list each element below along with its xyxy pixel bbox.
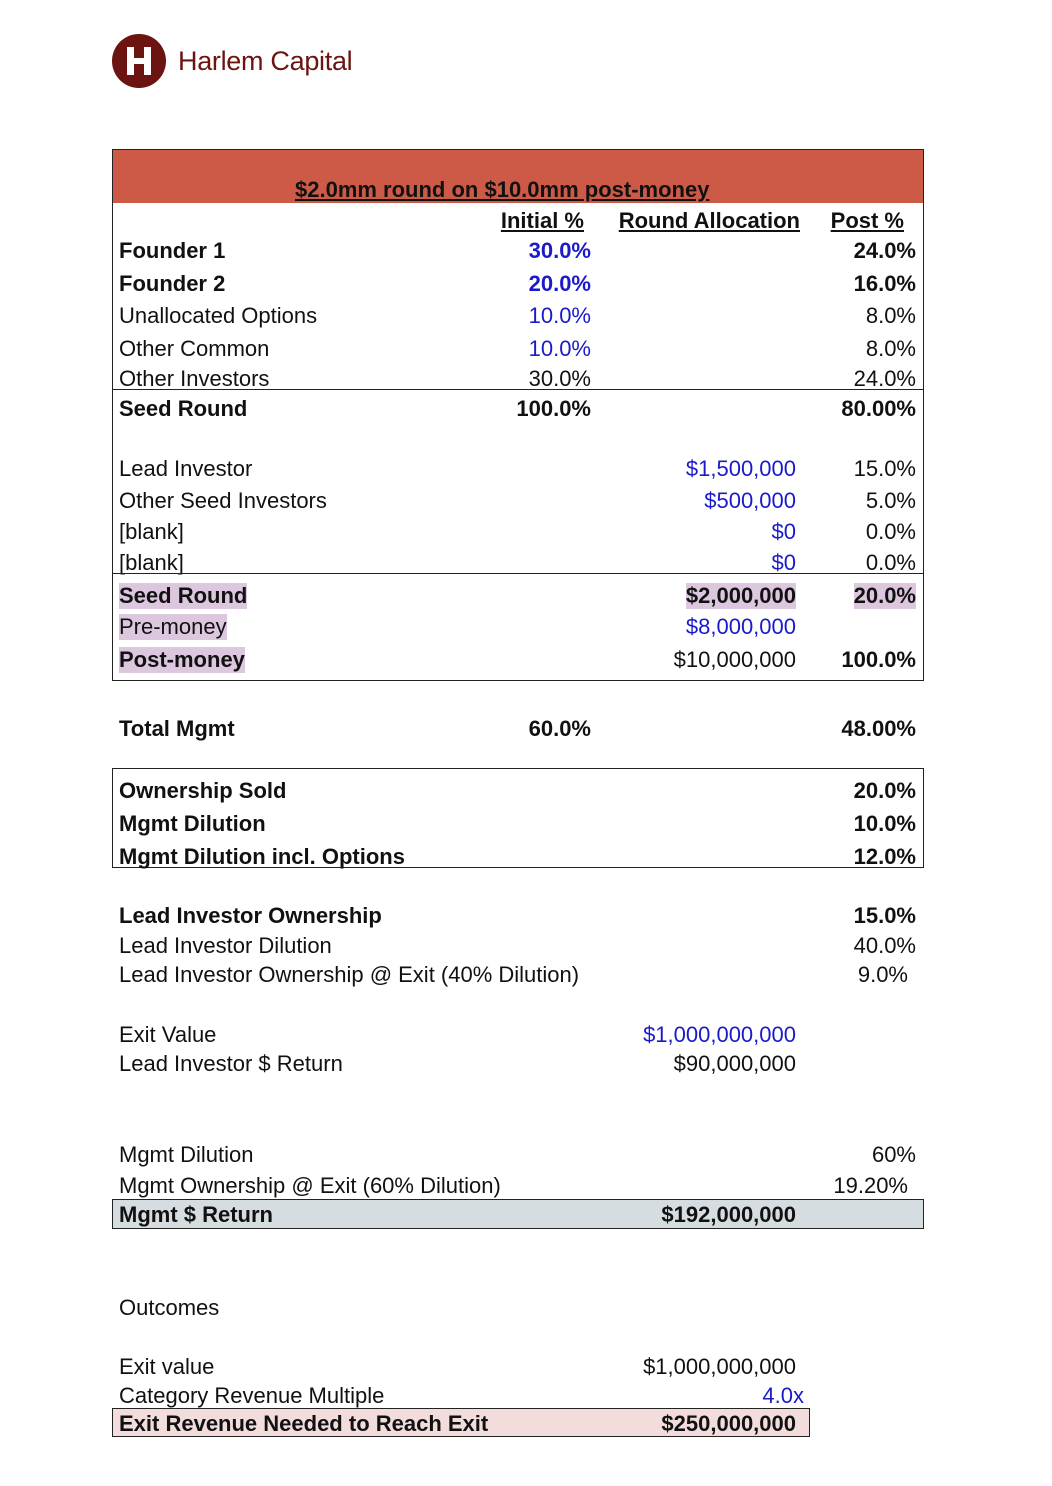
holder-row — [112, 268, 924, 298]
investor-name: [blank] — [119, 550, 184, 575]
dilution-row — [112, 775, 924, 805]
seed-round-row — [112, 580, 924, 610]
col-round-header: Round Allocation — [618, 208, 800, 233]
seed-round-amount: $2,000,000 — [685, 583, 796, 608]
outcomes-title-row — [112, 1292, 924, 1322]
seed-round-label: Seed Round — [119, 583, 248, 608]
holder-row — [112, 300, 924, 330]
exit-value-row — [112, 1019, 924, 1049]
mgmt-exit-ownership-label: Mgmt Ownership @ Exit (60% Dilution) — [119, 1173, 501, 1198]
investor-row — [112, 453, 924, 483]
mgmt-exit-ownership-row — [112, 1170, 924, 1200]
col-initial-header: Initial % — [500, 208, 584, 233]
investor-name: Lead Investor — [119, 456, 253, 481]
total-mgmt-row — [112, 713, 924, 743]
exit-value-amount: $1,000,000,000 — [643, 1022, 796, 1047]
brand-logo — [112, 33, 352, 89]
holder-row — [112, 235, 924, 265]
dilution-value: 10.0% — [853, 811, 916, 836]
investor-name: [blank] — [119, 519, 184, 544]
holder-name: Unallocated Options — [119, 303, 318, 328]
holder-name: Other Investors — [119, 366, 270, 391]
seed-round-post: 20.0% — [853, 583, 916, 608]
holder-post: 16.0% — [853, 271, 916, 296]
dilution-label: Mgmt Dilution incl. Options — [119, 844, 405, 869]
holder-name: Founder 1 — [119, 238, 226, 263]
total-mgmt-post: 48.00% — [841, 716, 916, 741]
mgmt-return-label: Mgmt $ Return — [119, 1202, 273, 1227]
mgmt-dilution-value: 60% — [871, 1142, 916, 1167]
mgmt-dilution-label: Mgmt Dilution — [119, 1142, 254, 1167]
holder-name: Other Common — [119, 336, 270, 361]
investor-name: Other Seed Investors — [119, 488, 327, 513]
lead-dilution-row — [112, 930, 924, 960]
holder-initial: 30.0% — [528, 238, 591, 263]
lead-exit-ownership-label: Lead Investor Ownership @ Exit (40% Dilution) — [119, 962, 580, 987]
holder-post: 24.0% — [853, 366, 916, 391]
table-title: $2.0mm round on $10.0mm post-money — [295, 177, 710, 202]
outcomes-title: Outcomes — [119, 1295, 220, 1320]
investor-post: 15.0% — [853, 456, 916, 481]
pre-money-row — [112, 611, 924, 641]
outcome-exit-label: Exit value — [119, 1354, 215, 1379]
post-money-post: 100.0% — [841, 647, 916, 672]
investor-row — [112, 485, 924, 515]
revenue-multiple-value: 4.0x — [762, 1383, 804, 1408]
harlem-capital-logo-icon — [112, 34, 166, 88]
divider — [112, 573, 924, 574]
column-header-row — [112, 205, 924, 235]
exit-revenue-value: $250,000,000 — [661, 1411, 796, 1436]
lead-exit-ownership-row — [112, 959, 924, 989]
dilution-label: Ownership Sold — [119, 778, 287, 803]
lead-ownership-row — [112, 900, 924, 930]
pre-money-amount: $8,000,000 — [685, 614, 796, 639]
seed-total-label: Seed Round — [119, 396, 248, 421]
holder-initial: 30.0% — [528, 366, 591, 391]
lead-return-amount: $90,000,000 — [673, 1051, 796, 1076]
divider — [112, 389, 924, 390]
dilution-value: 20.0% — [853, 778, 916, 803]
pre-money-label: Pre-money — [119, 614, 227, 639]
outcome-exit-value: $1,000,000,000 — [643, 1354, 796, 1379]
table-title-row — [112, 174, 924, 204]
mgmt-return-amount: $192,000,000 — [661, 1202, 796, 1227]
investor-post: 0.0% — [865, 550, 916, 575]
dilution-row — [112, 841, 924, 871]
holder-post: 24.0% — [853, 238, 916, 263]
investor-amount: $0 — [771, 519, 796, 544]
holder-initial: 10.0% — [528, 303, 591, 328]
investor-post: 5.0% — [865, 488, 916, 513]
mgmt-dilution-row — [112, 1139, 924, 1169]
mgmt-return-row — [112, 1199, 924, 1229]
holder-name: Founder 2 — [119, 271, 226, 296]
brand-name: Harlem Capital — [178, 45, 353, 76]
exit-value-label: Exit Value — [119, 1022, 217, 1047]
post-money-label: Post-money — [119, 647, 245, 672]
lead-dilution-label: Lead Investor Dilution — [119, 933, 332, 958]
investor-amount: $0 — [771, 550, 796, 575]
exit-revenue-row — [112, 1408, 924, 1438]
seed-total-initial: 100.0% — [516, 396, 591, 421]
investor-row — [112, 516, 924, 546]
lead-exit-ownership-value: 9.0% — [857, 962, 908, 987]
holder-initial: 10.0% — [528, 336, 591, 361]
post-money-amount: $10,000,000 — [673, 647, 796, 672]
post-money-row — [112, 644, 924, 674]
dilution-value: 12.0% — [853, 844, 916, 869]
seed-total-pre-row — [112, 393, 924, 423]
dilution-label: Mgmt Dilution — [119, 811, 266, 836]
lead-return-label: Lead Investor $ Return — [119, 1051, 343, 1076]
investor-post: 0.0% — [865, 519, 916, 544]
total-mgmt-initial: 60.0% — [528, 716, 591, 741]
lead-ownership-value: 15.0% — [853, 903, 916, 928]
mgmt-exit-ownership-value: 19.20% — [833, 1173, 908, 1198]
dilution-row — [112, 808, 924, 838]
exit-revenue-label: Exit Revenue Needed to Reach Exit — [119, 1411, 489, 1436]
lead-ownership-label: Lead Investor Ownership — [119, 903, 382, 928]
investor-amount: $1,500,000 — [685, 456, 796, 481]
revenue-multiple-label: Category Revenue Multiple — [119, 1383, 385, 1408]
holder-post: 8.0% — [865, 303, 916, 328]
lead-dilution-value: 40.0% — [853, 933, 916, 958]
lead-return-row — [112, 1048, 924, 1078]
col-post-header: Post % — [830, 208, 904, 233]
holder-post: 8.0% — [865, 336, 916, 361]
holder-row — [112, 333, 924, 363]
holder-initial: 20.0% — [528, 271, 591, 296]
outcome-exit-row — [112, 1351, 924, 1381]
seed-total-post: 80.00% — [841, 396, 916, 421]
revenue-multiple-row — [112, 1380, 924, 1410]
investor-amount: $500,000 — [704, 488, 796, 513]
total-mgmt-label: Total Mgmt — [119, 716, 235, 741]
